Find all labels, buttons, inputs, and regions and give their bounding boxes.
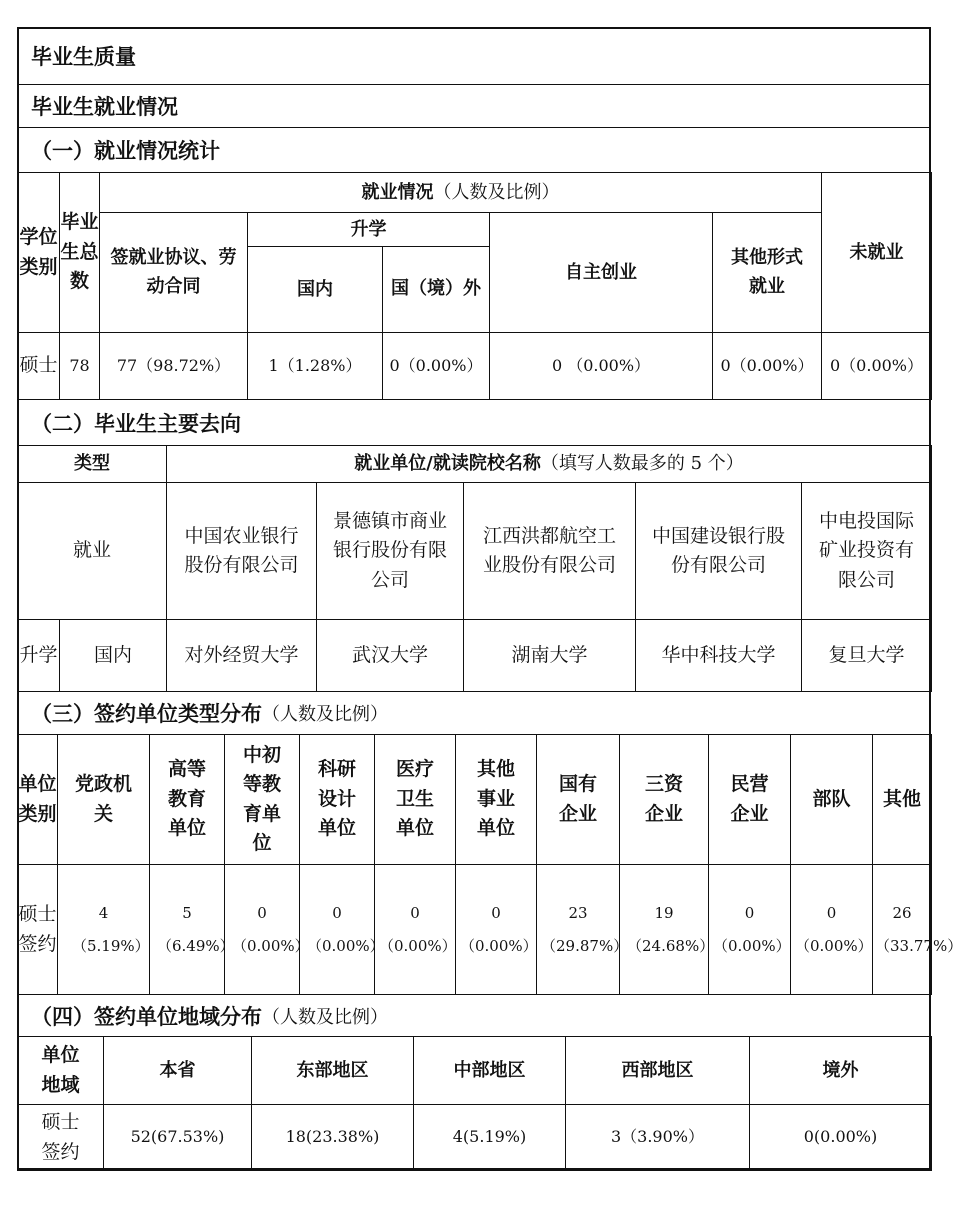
unit-region-value-3: 4(5.19%) [414, 1105, 566, 1171]
contract-header: 签就业协议、劳动合同 [100, 213, 248, 333]
unit-type-value-10: 0（0.00%） [791, 865, 873, 995]
further-study-label: 升学 [18, 620, 60, 692]
graduate-quality-title [17, 27, 931, 84]
unit-type-header: 单位类别 [18, 735, 58, 865]
unit-type-value-7: 23（29.87%） [537, 865, 620, 995]
section3-title [17, 691, 931, 734]
unit-region-col-4: 西部地区 [566, 1037, 750, 1105]
graduate-quality-text: 毕业生质量 [31, 44, 136, 69]
unit-type-col-11: 其他 [873, 735, 932, 865]
domestic-label: 国内 [60, 620, 167, 692]
employment-label: 就业 [18, 483, 167, 620]
unit-type-col-10: 部队 [791, 735, 873, 865]
abroad-header: 国（境）外 [383, 247, 490, 333]
unit-type-col-2: 高等教育单位 [150, 735, 225, 865]
section3-title-text: （三）签约单位类型分布 [31, 702, 262, 726]
section4-title [17, 994, 931, 1036]
employer-2: 景德镇市商业银行股份有限公司 [317, 483, 464, 620]
unit-type-value-1: 4（5.19%） [58, 865, 150, 995]
destination-names-header [167, 446, 932, 483]
university-3: 湖南大学 [464, 620, 636, 692]
section2-title [17, 399, 931, 445]
unit-type-row-label: 硕士签约 [18, 865, 58, 995]
employment-group-header [100, 173, 822, 213]
unit-region-value-1: 52(67.53%) [104, 1105, 252, 1171]
contract-cell: 77（98.72%） [100, 333, 248, 400]
employer-1: 中国农业银行股份有限公司 [167, 483, 317, 620]
employment-group-note: （人数及比例） [433, 181, 560, 203]
employer-5: 中电投国际矿业投资有限公司 [802, 483, 932, 620]
unit-region-col-3: 中部地区 [414, 1037, 566, 1105]
university-5: 复旦大学 [802, 620, 932, 692]
university-2: 武汉大学 [317, 620, 464, 692]
unit-region-col-2: 东部地区 [252, 1037, 414, 1105]
domestic-cell: 1（1.28%） [248, 333, 383, 400]
unit-region-value-2: 18(23.38%) [252, 1105, 414, 1171]
type-header: 类型 [18, 446, 167, 483]
abroad-cell: 0（0.00%） [383, 333, 490, 400]
total-graduates-header: 毕业生总数 [60, 173, 100, 333]
employer-4: 中国建设银行股份有限公司 [636, 483, 802, 620]
unit-type-value-6: 0（0.00%） [456, 865, 537, 995]
domestic-header: 国内 [248, 247, 383, 333]
unit-type-value-9: 0（0.00%） [709, 865, 791, 995]
unemployed-header: 未就业 [822, 173, 932, 333]
section4-title-text: （四）签约单位地域分布 [31, 1004, 262, 1029]
unit-region-col-1: 本省 [104, 1037, 252, 1105]
employment-status-title [17, 84, 931, 127]
unit-type-value-2: 5（6.49%） [150, 865, 225, 995]
unit-type-value-5: 0（0.00%） [375, 865, 456, 995]
other-forms-cell: 0（0.00%） [713, 333, 822, 400]
unit-type-value-8: 19（24.68%） [620, 865, 709, 995]
destination-names-label: 就业单位/就读院校名称 [354, 453, 541, 475]
section3-title-note: （人数及比例） [262, 704, 388, 725]
university-1: 对外经贸大学 [167, 620, 317, 692]
employer-3: 江西洪都航空工业股份有限公司 [464, 483, 636, 620]
total-cell: 78 [60, 333, 100, 400]
unit-type-col-5: 医疗卫生单位 [375, 735, 456, 865]
unit-type-col-7: 国有企业 [537, 735, 620, 865]
unit-type-col-4: 科研设计单位 [300, 735, 375, 865]
unit-region-col-5: 境外 [750, 1037, 932, 1105]
self-employed-cell: 0 （0.00%） [490, 333, 713, 400]
further-study-header: 升学 [248, 213, 490, 247]
unit-type-col-3: 中初等教育单位 [225, 735, 300, 865]
unit-type-value-4: 0（0.00%） [300, 865, 375, 995]
unemployed-cell: 0（0.00%） [822, 333, 932, 400]
destination-names-note: （填写人数最多的 5 个） [540, 453, 744, 475]
university-4: 华中科技大学 [636, 620, 802, 692]
unit-type-value-3: 0（0.00%） [225, 865, 300, 995]
unit-type-col-9: 民营企业 [709, 735, 791, 865]
unit-type-col-8: 三资企业 [620, 735, 709, 865]
section1-title-text: （一）就业情况统计 [31, 139, 220, 163]
unit-region-table [17, 1036, 932, 1171]
employment-stats-table [17, 172, 932, 400]
unit-type-value-11: 26（33.77%） [873, 865, 932, 995]
section2-title-text: （二）毕业生主要去向 [31, 411, 241, 436]
other-forms-header: 其他形式就业 [713, 213, 822, 333]
unit-type-col-1: 党政机关 [58, 735, 150, 865]
degree-type-header: 学位类别 [18, 173, 60, 333]
employment-status-text: 毕业生就业情况 [31, 95, 178, 119]
employment-group-label: 就业情况 [361, 181, 434, 203]
unit-type-table [17, 734, 962, 995]
self-employed-header: 自主创业 [490, 213, 713, 333]
unit-region-value-4: 3（3.90%） [566, 1105, 750, 1171]
degree-cell: 硕士 [18, 333, 60, 400]
section1-title [17, 127, 931, 172]
destinations-table [17, 445, 932, 692]
unit-region-row-label: 硕士签约 [18, 1105, 104, 1171]
unit-region-value-5: 0(0.00%) [750, 1105, 932, 1171]
unit-region-header: 单位地域 [18, 1037, 104, 1105]
section4-title-note: （人数及比例） [262, 1006, 388, 1028]
unit-type-col-6: 其他事业单位 [456, 735, 537, 865]
